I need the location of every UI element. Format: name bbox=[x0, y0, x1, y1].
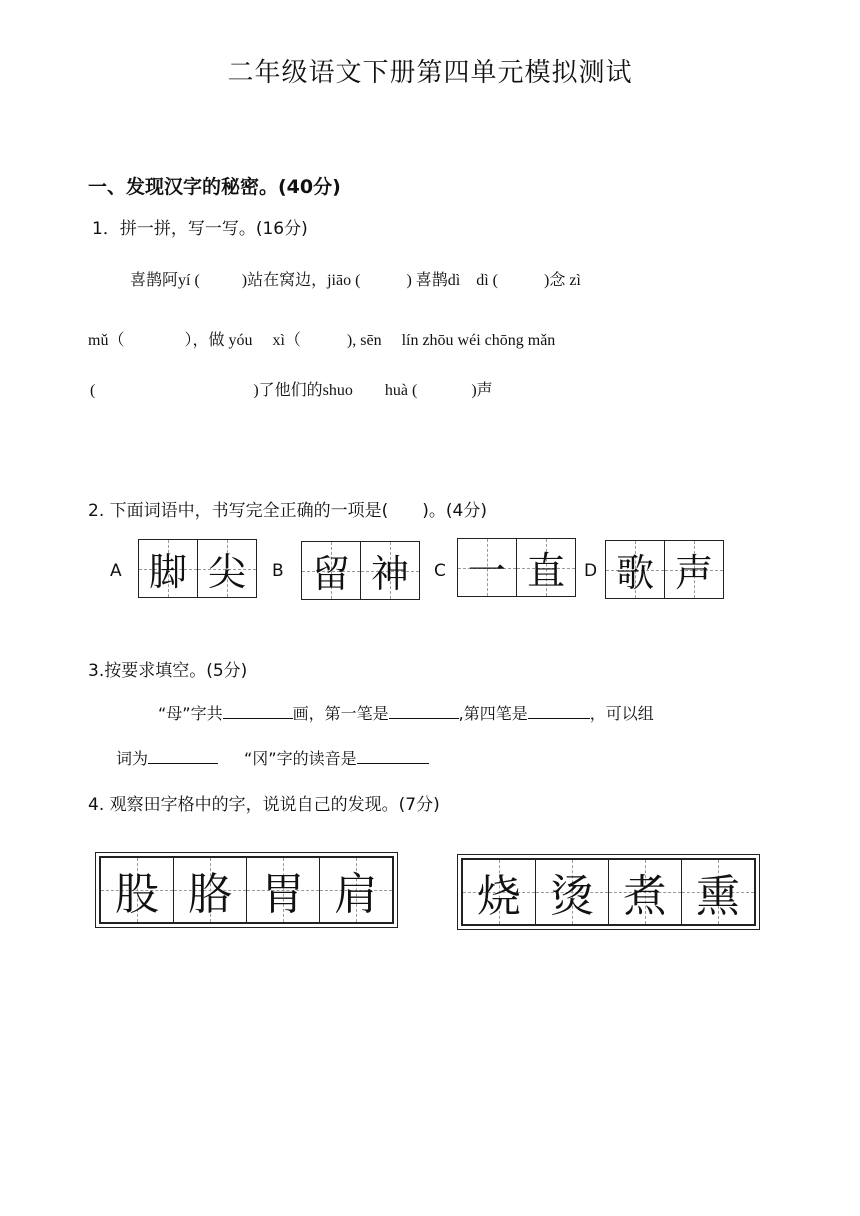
grid-cell: 肩 bbox=[320, 858, 392, 922]
q3-line1-part-a: “母”字共 bbox=[158, 704, 223, 723]
q3-line2-part-b: “冈”字的读音是 bbox=[244, 749, 357, 768]
grid-cell: 烧 bbox=[463, 860, 536, 924]
char-grid-group-1 bbox=[99, 856, 394, 924]
grid-cell: 声 bbox=[665, 541, 723, 598]
grid-cell: 神 bbox=[361, 542, 419, 599]
q3-line1-part-d: ，可以组 bbox=[589, 704, 654, 723]
q1-line-2 bbox=[88, 327, 555, 350]
q1-line1-part-d: )念 zì bbox=[544, 272, 581, 289]
grid-cell: 股 bbox=[101, 858, 174, 922]
question-4-label: 4. 观察田字格中的字，说说自己的发现。(7分) bbox=[88, 795, 440, 815]
fill-blank[interactable] bbox=[389, 700, 459, 719]
q3-line-1 bbox=[158, 700, 654, 724]
q3-line2-part-a: 词为 bbox=[116, 749, 149, 768]
option-a-grid[interactable] bbox=[138, 539, 257, 598]
char-grid-group-2 bbox=[461, 858, 756, 926]
fill-blank[interactable] bbox=[223, 700, 293, 719]
q1-line1-part-a: 喜鹊阿yí ( bbox=[130, 272, 200, 289]
q3-line1-part-b: 画，第一笔是 bbox=[292, 704, 389, 723]
q1-line3-part-a: ( bbox=[90, 382, 96, 399]
q1-line3-part-c: )声 bbox=[471, 382, 493, 399]
option-b-letter: B bbox=[272, 561, 284, 581]
grid-cell: 烫 bbox=[536, 860, 609, 924]
fill-blank[interactable] bbox=[528, 700, 590, 719]
q3-line-2 bbox=[116, 745, 429, 769]
option-d-letter: D bbox=[584, 561, 598, 581]
grid-cell: 煮 bbox=[609, 860, 682, 924]
option-b-grid[interactable] bbox=[301, 541, 420, 600]
option-c-grid[interactable] bbox=[457, 538, 576, 597]
grid-cell: 留 bbox=[302, 542, 361, 599]
option-a-letter: A bbox=[110, 561, 122, 581]
q3-line1-part-c: ,第四笔是 bbox=[458, 704, 528, 723]
grid-cell: 尖 bbox=[198, 540, 256, 597]
q1-line-1 bbox=[130, 267, 581, 290]
section-heading: 一、发现汉字的秘密。(40分) bbox=[88, 176, 341, 198]
grid-cell: 胳 bbox=[174, 858, 247, 922]
page-title: 二年级语文下册第四单元模拟测试 bbox=[227, 58, 633, 88]
q1-line2-part-c: ), sēn lín zhōu wéi chōng mǎn bbox=[346, 332, 556, 349]
question-1-label: 1．拼一拼，写一写。(16分) bbox=[92, 219, 308, 239]
q1-line2-part-a: mǔ（ bbox=[88, 332, 125, 349]
grid-cell: 一 bbox=[458, 539, 517, 596]
grid-cell: 熏 bbox=[682, 860, 754, 924]
q1-line2-part-b: ），做 yóu xì（ bbox=[184, 332, 301, 349]
grid-cell: 胃 bbox=[247, 858, 320, 922]
option-c-letter: C bbox=[434, 561, 446, 581]
question-3-label: 3.按要求填空。(5分) bbox=[88, 661, 248, 681]
q1-line-3 bbox=[90, 377, 493, 400]
option-d-grid[interactable] bbox=[605, 540, 724, 599]
q1-line1-part-c: ) 喜鹊dì dì ( bbox=[406, 272, 498, 289]
grid-cell: 歌 bbox=[606, 541, 665, 598]
q1-line1-part-b: )站在窝边，jiāo ( bbox=[241, 272, 361, 289]
fill-blank[interactable] bbox=[148, 745, 218, 764]
fill-blank[interactable] bbox=[357, 745, 429, 764]
grid-cell: 直 bbox=[517, 539, 575, 596]
grid-cell: 脚 bbox=[139, 540, 198, 597]
q1-line3-part-b: )了他们的shuo huà ( bbox=[253, 382, 418, 399]
question-2-label: 2. 下面词语中，书写完全正确的一项是( )。(4分) bbox=[88, 501, 487, 521]
